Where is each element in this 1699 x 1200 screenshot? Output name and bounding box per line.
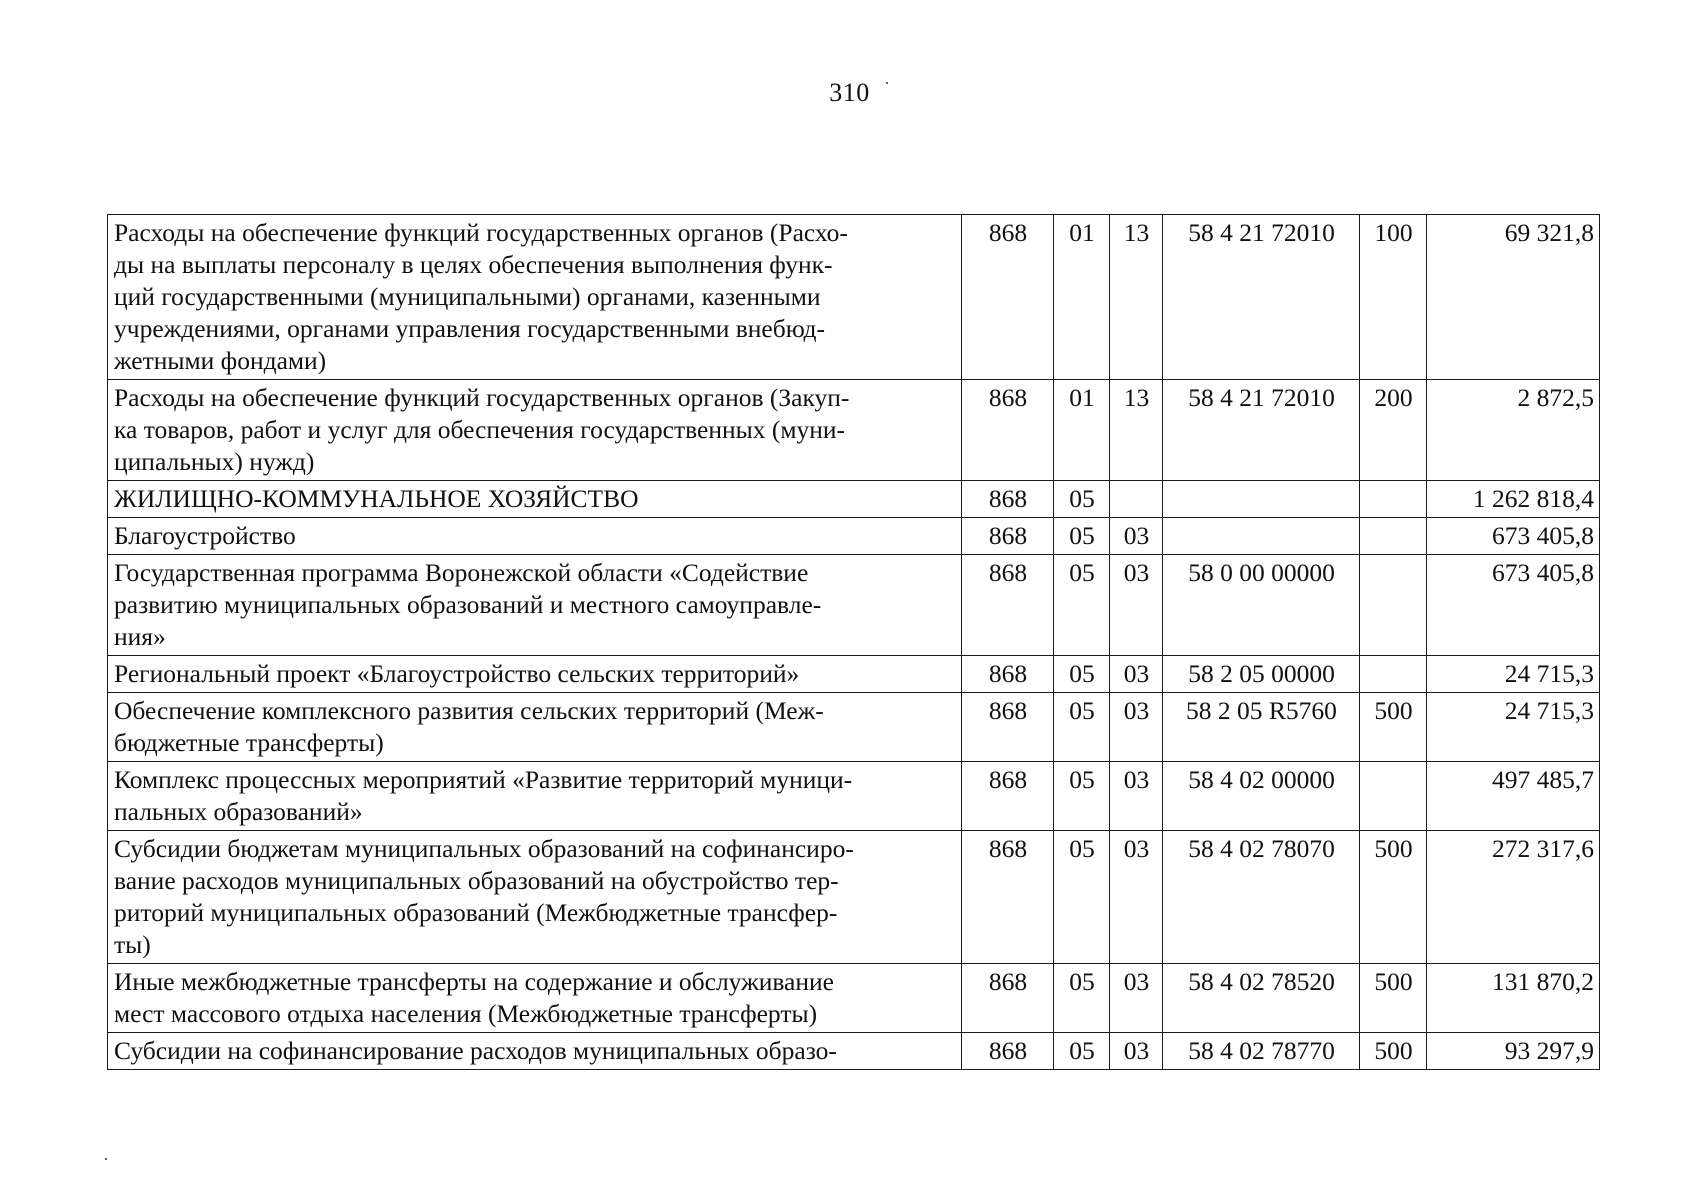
table-row <box>108 831 1600 964</box>
table-row <box>108 656 1600 693</box>
expense-type-cell <box>1360 555 1427 656</box>
amount-cell: 2 872,5 <box>1427 380 1600 481</box>
section-cell: 05 <box>1054 555 1110 656</box>
section-cell: 05 <box>1054 1033 1110 1070</box>
target-article-cell: 58 4 21 72010 <box>1163 380 1360 481</box>
expense-name-cell: Благоустройство <box>108 518 962 555</box>
table-row <box>108 964 1600 1033</box>
expense-type-cell <box>1360 518 1427 555</box>
section-cell: 05 <box>1054 831 1110 964</box>
section-cell: 05 <box>1054 656 1110 693</box>
target-article-cell: 58 4 02 00000 <box>1163 762 1360 831</box>
budget-table <box>107 214 1600 1070</box>
target-article-cell: 58 4 02 78070 <box>1163 831 1360 964</box>
amount-cell: 93 297,9 <box>1427 1033 1600 1070</box>
amount-cell: 673 405,8 <box>1427 555 1600 656</box>
target-article-cell <box>1163 518 1360 555</box>
expense-name-cell: Расходы на обеспечение функций государственных органов (Расхо- ды на выплаты персоналу в целях обеспечения выполнения функ- ций государственными (муниципальными) органами, казенными учреждениями, органами управления государственными внебюд- жетными фондами) <box>108 215 962 380</box>
subsection-cell: 03 <box>1110 762 1163 831</box>
amount-cell: 24 715,3 <box>1427 656 1600 693</box>
subsection-cell: 03 <box>1110 964 1163 1033</box>
expense-name-cell: Субсидии на софинансирование расходов муниципальных образо- <box>108 1033 962 1070</box>
expense-type-cell: 500 <box>1360 831 1427 964</box>
scan-speck <box>105 1158 107 1160</box>
expense-type-cell <box>1360 656 1427 693</box>
ministry-code-cell: 868 <box>962 481 1054 518</box>
target-article-cell: 58 2 05 R5760 <box>1163 693 1360 762</box>
table-row <box>108 555 1600 656</box>
expense-type-cell: 100 <box>1360 215 1427 380</box>
amount-cell: 131 870,2 <box>1427 964 1600 1033</box>
amount-cell: 69 321,8 <box>1427 215 1600 380</box>
subsection-cell: 03 <box>1110 693 1163 762</box>
subsection-cell: 13 <box>1110 215 1163 380</box>
table-row <box>108 481 1600 518</box>
amount-cell: 272 317,6 <box>1427 831 1600 964</box>
table-row <box>108 693 1600 762</box>
expense-type-cell <box>1360 762 1427 831</box>
subsection-cell: 03 <box>1110 1033 1163 1070</box>
expense-name-cell: Комплекс процессных мероприятий «Развитие территорий муници- пальных образований» <box>108 762 962 831</box>
ministry-code-cell: 868 <box>962 831 1054 964</box>
scan-speck <box>886 82 888 84</box>
ministry-code-cell: 868 <box>962 555 1054 656</box>
target-article-cell: 58 0 00 00000 <box>1163 555 1360 656</box>
expense-type-cell: 200 <box>1360 380 1427 481</box>
target-article-cell: 58 2 05 00000 <box>1163 656 1360 693</box>
section-cell: 05 <box>1054 762 1110 831</box>
table-body <box>108 215 1600 1070</box>
expense-type-cell: 500 <box>1360 693 1427 762</box>
subsection-cell: 13 <box>1110 380 1163 481</box>
section-cell: 01 <box>1054 215 1110 380</box>
ministry-code-cell: 868 <box>962 1033 1054 1070</box>
section-cell: 05 <box>1054 693 1110 762</box>
ministry-code-cell: 868 <box>962 656 1054 693</box>
table-row <box>108 1033 1600 1070</box>
expense-name-cell: Иные межбюджетные трансферты на содержание и обслуживание мест массового отдыха населения (Межбюджетные трансферты) <box>108 964 962 1033</box>
subsection-cell: 03 <box>1110 831 1163 964</box>
target-article-cell <box>1163 481 1360 518</box>
section-cell: 05 <box>1054 518 1110 555</box>
expense-name-cell: Обеспечение комплексного развития сельских территорий (Меж- бюджетные трансферты) <box>108 693 962 762</box>
subsection-cell: 03 <box>1110 656 1163 693</box>
expense-type-cell <box>1360 481 1427 518</box>
table-row <box>108 762 1600 831</box>
target-article-cell: 58 4 21 72010 <box>1163 215 1360 380</box>
target-article-cell: 58 4 02 78770 <box>1163 1033 1360 1070</box>
subsection-cell <box>1110 481 1163 518</box>
ministry-code-cell: 868 <box>962 380 1054 481</box>
ministry-code-cell: 868 <box>962 693 1054 762</box>
ministry-code-cell: 868 <box>962 215 1054 380</box>
amount-cell: 497 485,7 <box>1427 762 1600 831</box>
expense-name-cell: Расходы на обеспечение функций государственных органов (Закуп- ка товаров, работ и услуг для обеспечения государственных (муни- ципальных) нужд) <box>108 380 962 481</box>
table-row <box>108 215 1600 380</box>
expense-type-cell: 500 <box>1360 964 1427 1033</box>
expense-type-cell: 500 <box>1360 1033 1427 1070</box>
expense-name-cell: ЖИЛИЩНО-КОММУНАЛЬНОЕ ХОЗЯЙСТВО <box>108 481 962 518</box>
section-cell: 01 <box>1054 380 1110 481</box>
ministry-code-cell: 868 <box>962 964 1054 1033</box>
table-row <box>108 380 1600 481</box>
amount-cell: 673 405,8 <box>1427 518 1600 555</box>
ministry-code-cell: 868 <box>962 518 1054 555</box>
expense-name-cell: Государственная программа Воронежской области «Содействие развитию муниципальных образований и местного самоуправле- ния» <box>108 555 962 656</box>
subsection-cell: 03 <box>1110 555 1163 656</box>
section-cell: 05 <box>1054 481 1110 518</box>
ministry-code-cell: 868 <box>962 762 1054 831</box>
subsection-cell: 03 <box>1110 518 1163 555</box>
amount-cell: 1 262 818,4 <box>1427 481 1600 518</box>
section-cell: 05 <box>1054 964 1110 1033</box>
page-number: 310 <box>829 78 870 107</box>
target-article-cell: 58 4 02 78520 <box>1163 964 1360 1033</box>
expense-name-cell: Субсидии бюджетам муниципальных образований на софинансиро- вание расходов муниципальных образований на обустройство тер- риторий муниципальных образований (Межбюджетные трансфер- ты) <box>108 831 962 964</box>
table-row <box>108 518 1600 555</box>
expense-name-cell: Региональный проект «Благоустройство сельских территорий» <box>108 656 962 693</box>
amount-cell: 24 715,3 <box>1427 693 1600 762</box>
